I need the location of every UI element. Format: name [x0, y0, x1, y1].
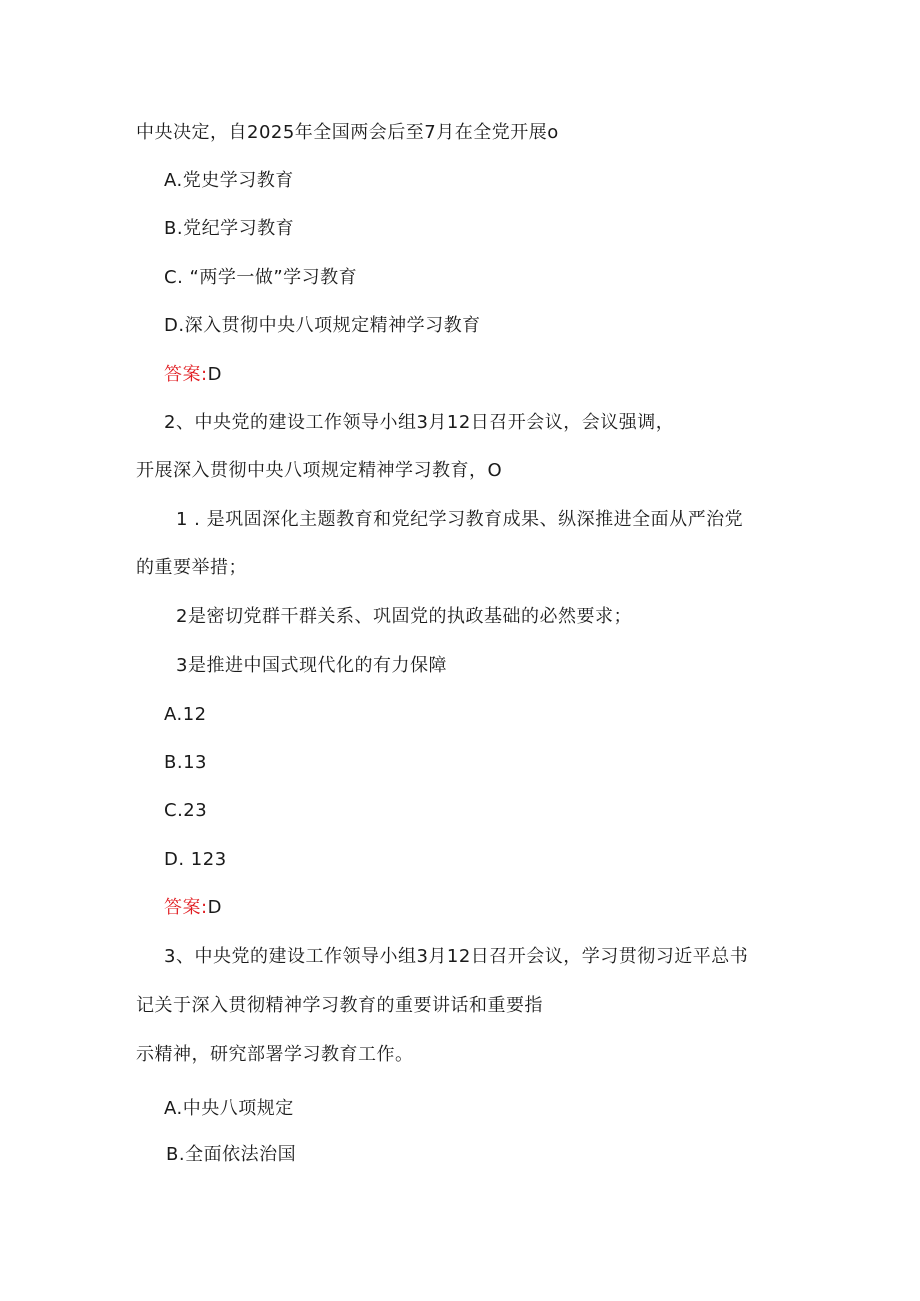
q2-statement3: 3是推进中国式现代化的有力保障: [176, 655, 447, 676]
q2-stem-line2: 开展深入贯彻中央八项规定精神学习教育，O: [136, 460, 503, 481]
q2-statement1-line1: 1 . 是巩固深化主题教育和党纪学习教育成果、纵深推进全面从严治党: [176, 509, 744, 530]
q2-stem-line1: 2、中央党的建设工作领导小组3月12日召开会议，会议强调，: [164, 412, 675, 433]
q2-statement2: 2是密切党群干群关系、巩固党的执政基础的必然要求；: [176, 606, 632, 627]
q2-answer-value: D: [207, 897, 222, 918]
q3-option-a: A.中央八项规定: [164, 1098, 294, 1119]
q3-stem-line2: 记关于深入贯彻精神学习教育的重要讲话和重要指: [136, 995, 543, 1016]
q1-answer-value: D: [207, 364, 222, 385]
q1-option-c: C. “两学一做”学习教育: [164, 267, 358, 288]
q3-stem-line3: 示精神，研究部署学习教育工作。: [136, 1044, 414, 1065]
q1-stem: 中央决定，自2025年全国两会后至7月在全党开展o: [136, 122, 559, 143]
q2-option-a: A.12: [164, 704, 207, 725]
q2-answer: [164, 896, 222, 920]
q3-option-b: B.全面依法治国: [166, 1144, 297, 1165]
q2-option-c: C.23: [164, 800, 208, 821]
q3-stem-line1: 3、中央党的建设工作领导小组3月12日召开会议，学习贯彻习近平总书: [164, 946, 749, 967]
q1-option-a: A.党史学习教育: [164, 170, 294, 191]
q1-option-b: B.党纪学习教育: [164, 218, 295, 239]
q2-option-b: B.13: [164, 752, 207, 773]
q2-option-d: D. 123: [164, 849, 227, 870]
q1-option-d: D.深入贯彻中央八项规定精神学习教育: [164, 315, 481, 336]
q2-statement1-line2: 的重要举措；: [136, 557, 247, 578]
q1-answer-label: 答案:: [164, 364, 208, 385]
q2-answer-label: 答案:: [164, 897, 208, 918]
q1-answer: [164, 363, 222, 387]
